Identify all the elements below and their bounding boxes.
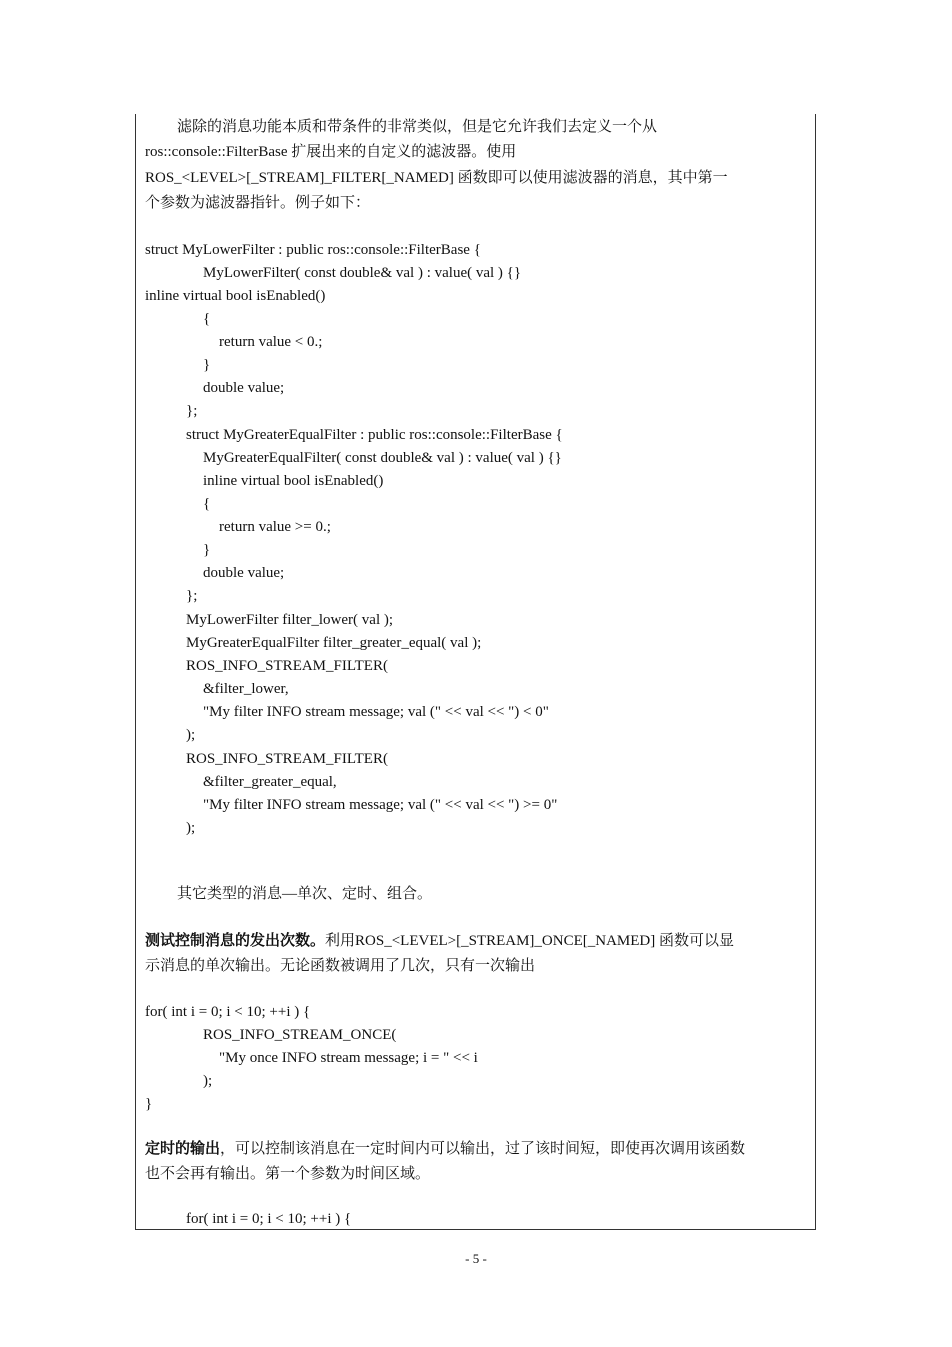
code-line: struct MyLowerFilter : public ros::console::FilterBase {: [145, 242, 481, 258]
code-line: &filter_lower,: [203, 681, 289, 697]
timed-paragraph-line-1: [145, 1139, 745, 1159]
other-types-heading: 其它类型的消息—单次、定时、组合。: [177, 886, 433, 902]
once-text: 利用ROS_<LEVEL>[_STREAM]_ONCE[_NAMED] 函数可以显: [325, 933, 735, 949]
code-line: ROS_INFO_STREAM_ONCE(: [203, 1027, 397, 1043]
page-number: - 5 -: [465, 1251, 487, 1266]
code-line: {: [203, 496, 211, 512]
timed-bold-lead: 定时的输出: [145, 1141, 221, 1157]
code-line: "My filter INFO stream message; val (" << val << ") >= 0": [203, 797, 558, 813]
code-line: "My once INFO stream message; i = " << i: [219, 1050, 478, 1066]
intro-line-2: ros::console::FilterBase 扩展出来的自定义的滤波器。使用: [145, 144, 517, 160]
code-line: );: [186, 727, 196, 743]
code-line: MyLowerFilter( const double& val ) : value( val ) {}: [203, 265, 522, 281]
intro-line-4: 个参数为滤波器指针。例子如下：: [145, 195, 371, 211]
code-line: &filter_greater_equal,: [203, 774, 337, 790]
code-line: MyLowerFilter filter_lower( val );: [186, 612, 394, 628]
code-line: double value;: [203, 380, 285, 396]
code-line: struct MyGreaterEqualFilter : public ros::console::FilterBase {: [186, 427, 563, 443]
code-line: for( int i = 0; i < 10; ++i ) {: [186, 1211, 352, 1227]
code-line: return value >= 0.;: [219, 519, 331, 535]
code-line: }: [203, 357, 211, 373]
code-line: ROS_INFO_STREAM_FILTER(: [186, 658, 388, 674]
code-line: };: [186, 588, 198, 604]
code-line: MyGreaterEqualFilter filter_greater_equal( val );: [186, 635, 482, 651]
code-line: for( int i = 0; i < 10; ++i ) {: [145, 1004, 311, 1020]
code-line: );: [186, 820, 196, 836]
code-line: {: [203, 311, 211, 327]
code-line: }: [203, 542, 211, 558]
timed-paragraph-line-2: 也不会再有输出。第一个参数为时间区域。: [145, 1166, 431, 1182]
code-line: inline virtual bool isEnabled(): [145, 288, 326, 304]
once-paragraph-line-2: 示消息的单次输出。无论函数被调用了几次，只有一次输出: [145, 958, 536, 974]
intro-line-1: 滤除的消息功能本质和带条件的非常类似，但是它允许我们去定义一个从: [177, 119, 658, 135]
code-line: ROS_INFO_STREAM_FILTER(: [186, 751, 388, 767]
code-line: }: [145, 1096, 153, 1112]
once-paragraph-line-1: [145, 931, 734, 951]
timed-text: ，可以控制该消息在一定时间内可以输出，过了该时间短，即使再次调用该函数: [220, 1141, 746, 1157]
code-line: MyGreaterEqualFilter( const double& val ) : value( val ) {}: [203, 450, 562, 466]
once-bold-lead: 测试控制消息的发出次数。: [145, 933, 326, 949]
intro-line-3: ROS_<LEVEL>[_STREAM]_FILTER[_NAMED] 函数即可以使用滤波器的消息，其中第一: [145, 170, 728, 186]
code-line: double value;: [203, 565, 285, 581]
code-line: };: [186, 403, 198, 419]
code-line: );: [203, 1073, 213, 1089]
code-line: inline virtual bool isEnabled(): [203, 473, 384, 489]
code-line: return value < 0.;: [219, 334, 323, 350]
code-line: "My filter INFO stream message; val (" << val << ") < 0": [203, 704, 549, 720]
